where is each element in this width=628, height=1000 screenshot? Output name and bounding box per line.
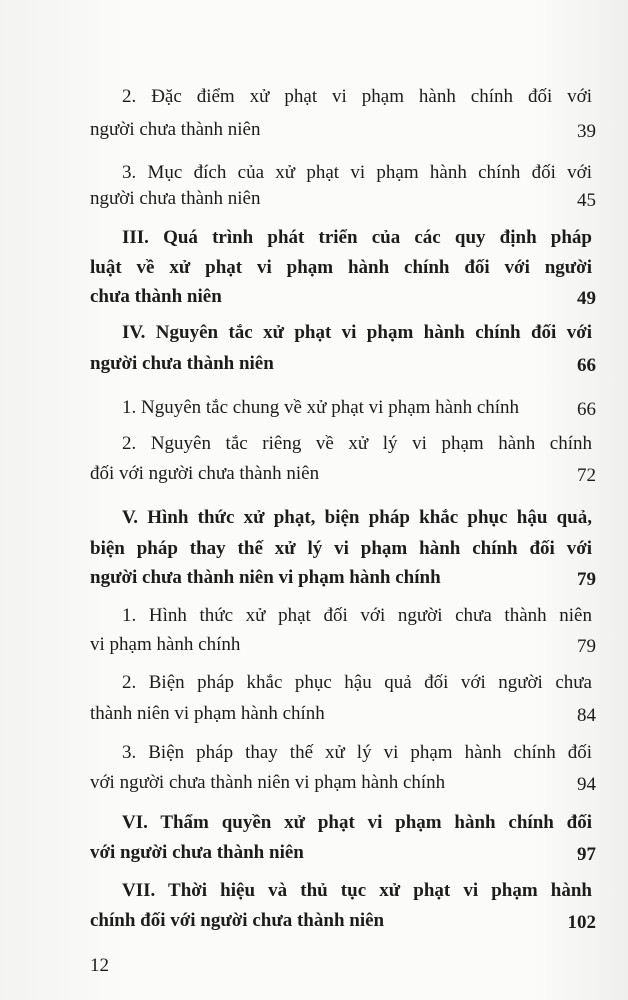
- toc-entry-line: người chưa thành niên: [90, 353, 274, 374]
- toc-entry-line: V. Hình thức xử phạt, biện pháp khắc phục hậu quả,: [122, 507, 592, 528]
- toc-entry-line: 3. Biện pháp thay thế xử lý vi phạm hành chính đối: [122, 742, 592, 763]
- toc-entry-line: người chưa thành niên: [90, 188, 261, 209]
- toc-entry-line: với người chưa thành niên: [90, 842, 304, 863]
- toc-page-number: 39: [577, 121, 596, 142]
- toc-page-number: 49: [577, 288, 596, 309]
- toc-entry-line: III. Quá trình phát triển của các quy định pháp: [122, 227, 592, 248]
- toc-entry-line: 2. Biện pháp khắc phục hậu quả đối với người chưa: [122, 672, 592, 693]
- toc-page-number: 79: [577, 569, 596, 590]
- toc-entry-line: đối với người chưa thành niên: [90, 463, 320, 484]
- toc-page-number: 97: [577, 844, 596, 865]
- toc-entry-line: 2. Đặc điểm xử phạt vi phạm hành chính đối với: [122, 86, 592, 107]
- toc-page-number: 66: [577, 355, 596, 376]
- toc-entry-line: VII. Thời hiệu và thủ tục xử phạt vi phạm hành: [122, 880, 592, 901]
- toc-entry-line: thành niên vi phạm hành chính: [90, 703, 325, 724]
- toc-entry-line: chính đối với người chưa thành niên: [90, 910, 385, 931]
- toc-entry-line: VI. Thẩm quyền xử phạt vi phạm hành chính đối: [122, 812, 592, 833]
- toc-page-number: 84: [577, 705, 596, 726]
- toc-page-number: 45: [577, 190, 596, 211]
- toc-page-number: 102: [567, 912, 596, 933]
- toc-entry-line: 1. Hình thức xử phạt đối với người chưa thành niên: [122, 605, 592, 626]
- toc-page-number: 79: [577, 636, 596, 657]
- toc-entry-line: chưa thành niên: [90, 286, 222, 307]
- toc-entry-line: IV. Nguyên tắc xử phạt vi phạm hành chính đối với: [122, 322, 592, 343]
- toc-page-number: 72: [577, 465, 596, 486]
- toc-entry-line: người chưa thành niên vi phạm hành chính: [90, 567, 441, 588]
- page-number: 12: [90, 955, 109, 976]
- toc-entry-line: với người chưa thành niên vi phạm hành chính: [90, 772, 446, 793]
- toc-entry-line: 1. Nguyên tắc chung về xử phạt vi phạm hành chính: [122, 397, 520, 418]
- toc-entry-line: biện pháp thay thế xử lý vi phạm hành chính đối với: [90, 538, 592, 559]
- toc-page-number: 94: [577, 774, 596, 795]
- toc-entry-line: 3. Mục đích của xử phạt vi phạm hành chính đối với: [122, 162, 592, 183]
- toc-entry-line: luật về xử phạt vi phạm hành chính đối với người: [90, 257, 592, 278]
- toc-entry-line: vi phạm hành chính: [90, 634, 241, 655]
- toc-entry-line: 2. Nguyên tắc riêng về xử lý vi phạm hành chính: [122, 433, 592, 454]
- toc-entry-line: người chưa thành niên: [90, 119, 261, 140]
- toc-page-number: 66: [577, 399, 596, 420]
